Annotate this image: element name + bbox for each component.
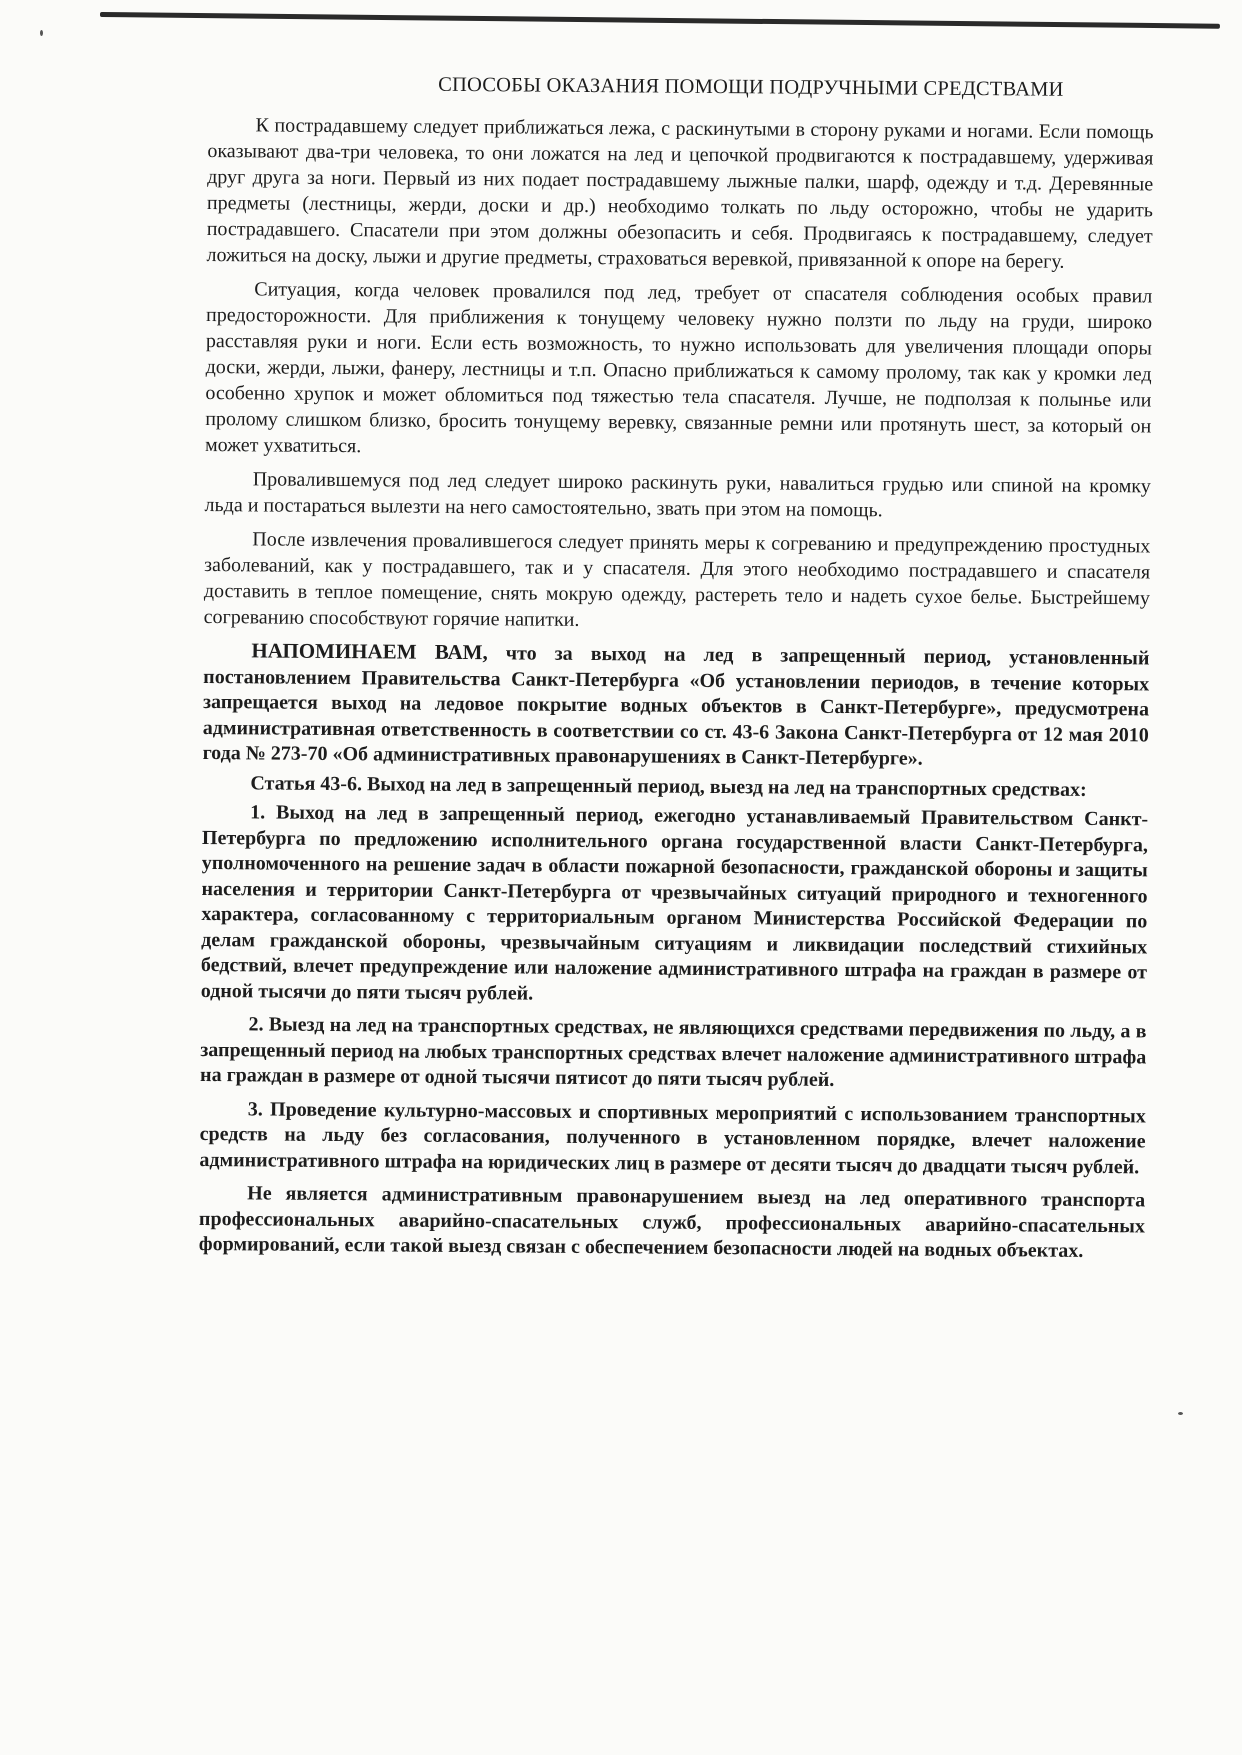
scan-speck [1178,1412,1183,1415]
scan-top-edge-line [100,12,1220,29]
reminder-text: что за выход на лед в запрещенный период, установленный постановлением Правительства Санкт-Петербурга «Об установлении периодов, в течение которых запрещается выход на ледовое покрытие водных объектов в Санкт-Петербурге», предусмотрена административная ответственность в соответствии со ст. 43-6 Закона Санкт-Петербурга от 12 мая 2010 года № 273-70 «Об административных правонарушениях в Санкт-Петербурге». [202,642,1150,770]
paragraph-situation: Ситуация, когда человек провалился под лед, требует от спасателя соблюдения особых правил предосторожности. Для приближения к тонущему человеку нужно ползти по льду на груди, широко расставляя руки и ноги. Если есть возможность, то нужно использовать для увеличения площади опоры доски, жерди, лыжи, фанеру, лестницы и т.п. Опасно приближаться к самому пролому, так как у кромки лед особенно хрупок и может обломиться под тяжестью тела спасателя. Лучше, не подползая к полынье или пролому слишком близко, бросить тонущему веревку, связанные ремни или протянуть шест, за который он может ухватиться. [204,278,1153,458]
reminder-lead: НАПОМИНАЕМ ВАМ, [251,638,488,665]
document-page [199,70,1154,1273]
document-title: СПОСОБЫ ОКАЗАНИЯ ПОМОЩИ ПОДРУЧНЫМИ СРЕДСТВАМИ [438,73,1064,101]
article-item-2: 2. Выезд на лед на транспортных средствах, не являющихся средствами передвижения по льду, а в запрещенный период на любых транспортных средствах влечет наложение административного штрафа на граждан в размере от одной тысячи пятисот до пяти тысяч рублей. [200,1013,1147,1091]
article-item-3: 3. Проведение культурно-массовых и спортивных мероприятий с использованием транспортных средств на льду без согласования, полученного в установленном порядке, влечет наложение административного штрафа на юридических лиц в размере от десяти тысяч до двадцати тысяч рублей. [199,1097,1146,1178]
article-item-1: 1. Выход на лед в запрещенный период, ежегодно устанавливаемый Правительством Санкт-Петербурга по предложению исполнительного органа государственной власти Санкт-Петербурга, уполномоченного на решение задач в области пожарной безопасности, гражданской обороны и защиты населения и территории Санкт-Петербурга от чрезвычайных ситуаций природного и техногенного характера, согласованному с территориальным органом Министерства Российской Федерации по делам гражданской обороны, чрезвычайным ситуациям и ликвидации последствий стихийных бедствий, влечет предупреждение или наложение административного штрафа на граждан в размере от одной тысячи до пяти тысяч рублей. [200,801,1149,1005]
paragraph-approach: К пострадавшему следует приближаться лежа, с раскинутыми в сторону руками и ногами. Если помощь оказывают два-три человека, то они ложатся на лед и цепочкой продвигаются к пострадавшему, удерживая друг друга за ноги. Первый из них подает пострадавшему лыжные палки, шарф, одежду и т.д. Деревянные предметы (лестницы, жерди, доски и др.) необходимо толкать по льду осторожно, чтобы не ударить пострадавшего. Спасатели при этом должны обезопасить и себя. Продвигаясь к пострадавшему, следует ложиться на доску, лыжи и другие предметы, страховаться веревкой, привязанной к опоре на берегу. [206,114,1154,273]
closing-paragraph: Не является административным правонарушением выезд на лед оперативного транспорта профессиональных аварийно-спасательных служб, профессиональных аварийно-спасательных формирований, если такой выезд связан с обеспечением безопасности людей на водных объектах. [198,1182,1146,1262]
paragraph-after-rescue: После извлечения провалившегося следует принять меры к согреванию и предупреждению простудных заболеваний, как у пострадавшего, так и у спасателя. Для этого необходимо пострадавшего и спасателя доставить в теплое помещение, снять мокрую одежду, растереть тело и надеть сухое белье. Быстрейшему согреванию способствуют горячие напитки. [203,528,1151,631]
scan-speck [40,30,43,36]
article-heading: Статья 43-6. Выход на лед в запрещенный период, выезд на лед на транспортных средствах: [250,771,1087,801]
reminder-paragraph [203,638,1150,774]
paragraph-self-rescue: Провалившемуся под лед следует широко раскинуть руки, навалиться грудью или спиной на кромку льда и постараться вылезти на него самостоятельно, звать при этом на помощь. [204,468,1151,522]
